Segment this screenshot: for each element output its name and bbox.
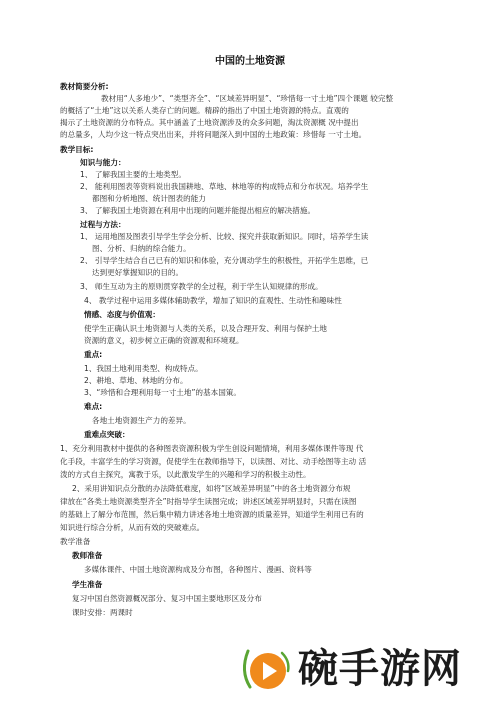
text-line: 课时安排：两课时 [72,608,133,617]
watermark [236,641,486,697]
section-heading: 难点: [84,402,103,411]
text-line: 3、“珍惜和合理利用每一寸土地”的基本国策。 [84,388,241,397]
text-line: 3、 师生互动为主的原则贯穿教学的全过程，利于学生认知规律的形成。 [80,282,323,291]
text-line: 图、分析、归纳的综合能力。 [92,244,191,253]
section-heading: 教学目标: [60,145,94,154]
text-line: 多媒体课件、中国土地资源构成及分布图，各种图片、漫画、资料等 [84,565,312,574]
document-title: 中国的土地资源 [215,56,285,67]
text-line: 1、 了解我国主要的土地类型。 [80,170,186,179]
text-line: 达到更好掌握知识的目的。 [92,268,184,277]
text-line: 资源的意义，初步树立正确的资源观和环境观。 [84,336,244,345]
section-heading: 重点: [84,350,103,359]
section-heading: 情感、态度与价值观： [84,310,160,319]
text-line: 3、 了解我国土地资源在利用中出现的问题并能提出相应的解决措施。 [80,206,316,215]
text-line: 律放在“各类土地资源类型齐全”时指导学生读图完成；讲述区域差异明显时，只需在读图 [60,497,357,506]
text-line: 1、充分利用教材中提供的各种图表资源积极为学生创设问题情境，利用多媒体课件等现 代 [60,444,364,453]
text-line: 知识进行综合分析，从而有效的突破难点。 [60,523,205,532]
text-line: 复习中国自然资源概况部分、复习中国主要地形区及分布 [72,594,262,603]
section-heading: 教师准备 [72,551,103,560]
text-line: 的概括了“土地”这以关系人类存亡的问题。精辟的指出了中国土地资源的特点。直观的 [60,106,349,115]
section-heading: 学生准备 [72,580,103,589]
text-line: 1、 运用地图及图表引导学生学会分析、比较、探究并获取新知识。同时，培养学生读 [80,232,369,241]
text-line: 揭示了土地资源的分布特点。其中涵盖了土地资源涉及的众多问题，淘汰资源概 况中提出 [60,118,359,127]
text-line: 2、 引导学生结合自己已有的知识和体验，充分调动学生的积极性，开拓学生思维，已 [80,256,369,265]
text-line: 的总量多，人均少这一特点突出出来，并将问题深入到中国的土地政策：珍惜每 一寸土地。 [60,130,367,139]
text-line: 1、我国土地利用类型、构成特点。 [84,364,203,373]
text-line: 都图和分析地图、统计图表的能力 [92,194,206,203]
section-heading: 过程与方法： [80,220,126,229]
play-logo-icon [236,641,296,697]
section-heading: 重难点突破： [84,430,130,439]
text-line: 4、 教学过程中运用多媒体辅助教学，增加了知识的直观性、生动性和趣味性 [84,296,342,305]
text-line: 化手段，丰富学生的学习资源，促使学生在教师指导下，以读图、对比、动手绘图等主动 活 [60,457,367,466]
text-line: 教学准备 [60,537,91,546]
text-line: 泼的方式自主探究，寓教于乐，以此激发学生的兴趣和学习的积极主动性。 [60,470,311,479]
text-line: 2、采用讲知识点分散的办法降低难度，如将“区域差异明显”中的各土地资源分布规 [72,484,351,493]
text-line: 2、 能利用图表等资料说出我国耕地、草地、林地等的构成特点和分布状况。培养学生 [80,182,369,191]
section-heading: 知识与能力： [80,158,126,167]
text-line: 2、耕地、草地、林地的分布。 [84,376,188,385]
text-line: 教材用“人多地少”、“类型齐全”、“区域差异明显”、“珍惜每一寸土地”四个课题 较完整 [101,94,394,103]
watermark-text: 碗手游网 [298,645,462,692]
text-line: 各地土地资源生产力的差异。 [92,416,191,425]
text-line: 的基础上了解分布范围，然后集中精力讲述各地土地资源的质量差异，知道学生利用已有的 [60,510,364,519]
text-line: 使学生正确认识土地资源与人类的关系，以及合理开发、利用与保护土地 [84,324,327,333]
section-heading: 教材简要分析: [60,82,109,91]
